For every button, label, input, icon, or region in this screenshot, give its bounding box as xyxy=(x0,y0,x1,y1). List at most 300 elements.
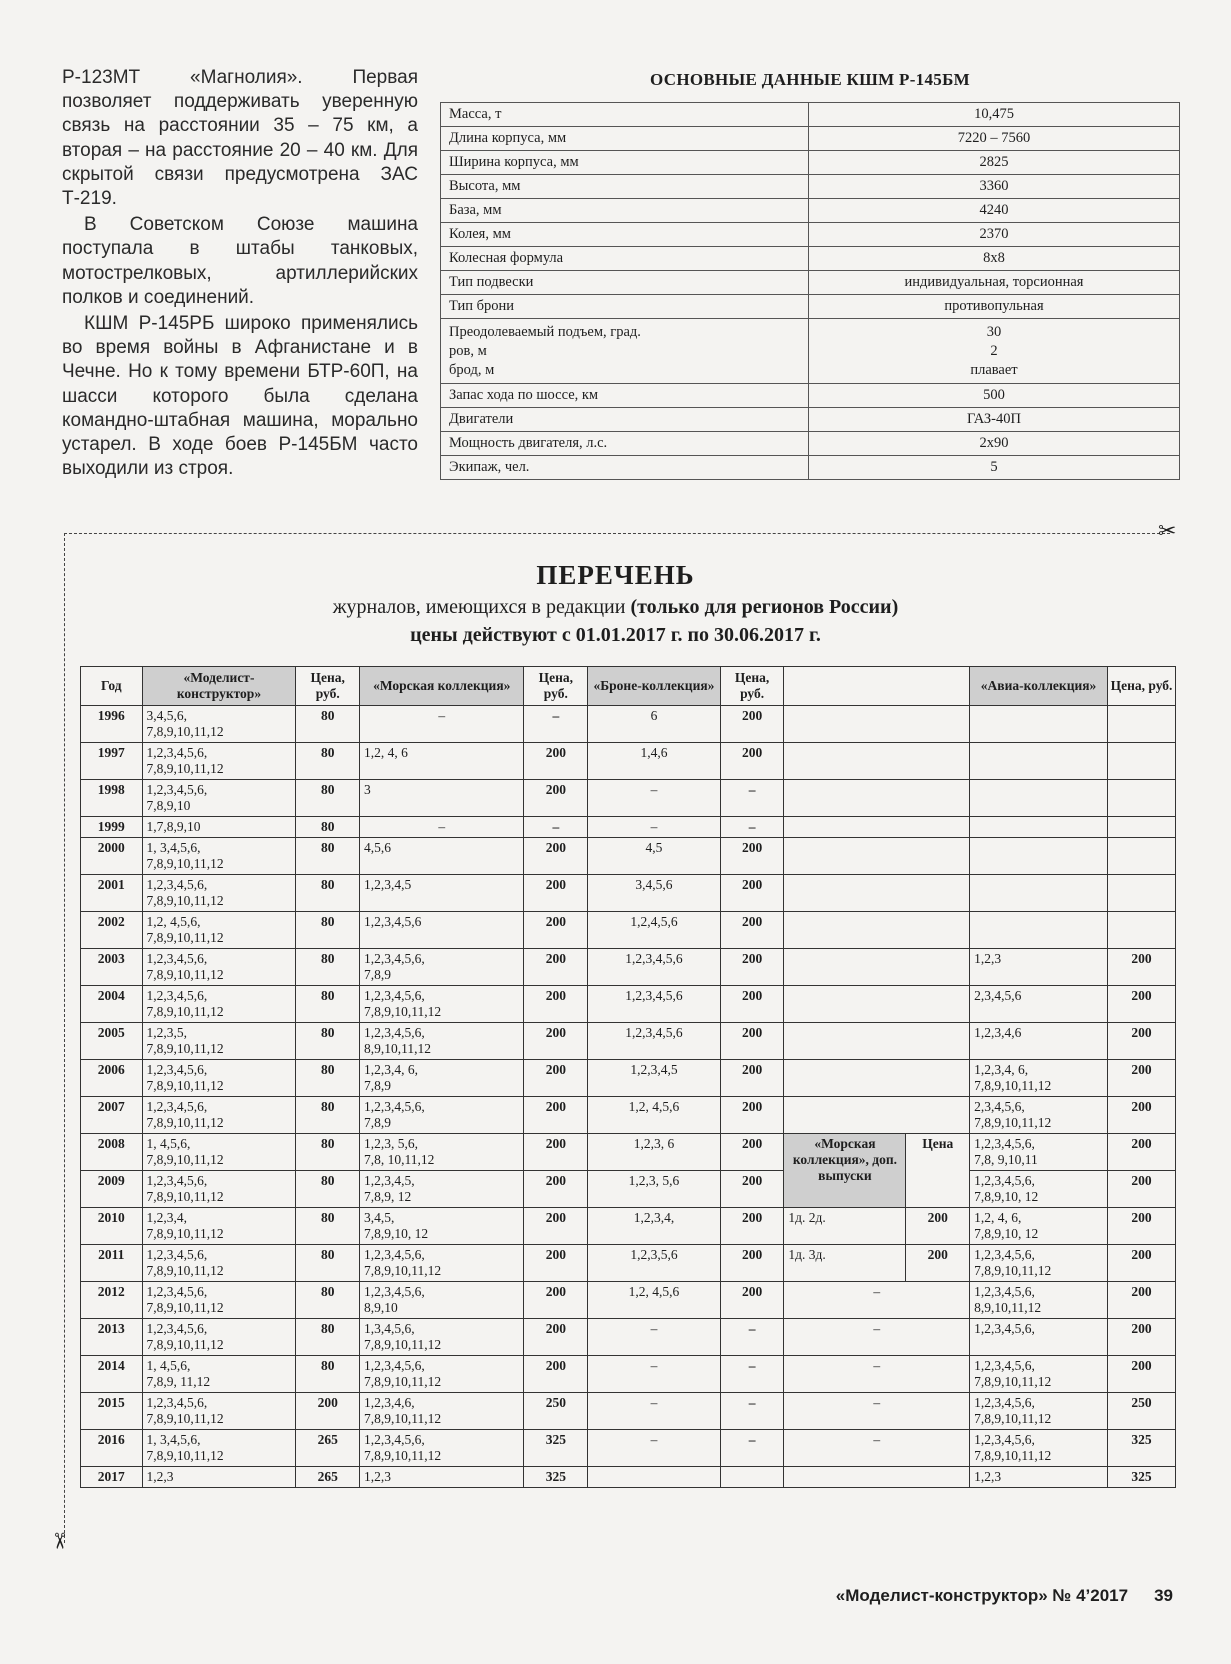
price-modelist: 80 xyxy=(296,817,360,838)
spec-value: 7220 – 7560 xyxy=(809,127,1180,151)
issues-avia: 1,2,3,4,5,6, 7,8, 9,10,11 xyxy=(970,1134,1108,1171)
addon-header: «Морская коллекция», доп. выпуски xyxy=(784,1134,906,1208)
addon-empty xyxy=(784,1097,970,1134)
table-row xyxy=(81,1467,1176,1488)
table-row xyxy=(81,1060,1176,1097)
issues-bron: 6 xyxy=(588,706,721,743)
price-bron: 200 xyxy=(720,743,784,780)
issues-bron: 1,2,3,4,5,6 xyxy=(588,949,721,986)
issues-bron: 1,2,3,4, xyxy=(588,1208,721,1245)
price-morskaya: 200 xyxy=(524,1208,588,1245)
price-avia: 200 xyxy=(1108,1319,1176,1356)
spec-value: индивидуальная, торсионная xyxy=(809,271,1180,295)
issues-morskaya: 1,2,3,4,5,6, 8,9,10,11,12 xyxy=(360,1023,524,1060)
price-bron: – xyxy=(720,1393,784,1430)
spec-row xyxy=(441,384,1180,408)
price-bron: 200 xyxy=(720,1171,784,1208)
spec-label: Высота, мм xyxy=(441,175,809,199)
price-modelist: 200 xyxy=(296,1393,360,1430)
issues-modelist: 1,2, 4,5,6, 7,8,9,10,11,12 xyxy=(142,912,296,949)
addon-price: 200 xyxy=(906,1208,970,1245)
year-cell: 2000 xyxy=(81,838,143,875)
spec-value: 30 2 плавает xyxy=(809,319,1180,384)
addon-empty: – xyxy=(784,1356,970,1393)
price-modelist: 80 xyxy=(296,912,360,949)
issues-bron: 1,2,3, 5,6 xyxy=(588,1171,721,1208)
spec-label: База, мм xyxy=(441,199,809,223)
issues-morskaya: 1,2,3,4,5,6, 7,8,9,10,11,12 xyxy=(360,1356,524,1393)
list-title: ПЕРЕЧЕНЬ xyxy=(536,560,695,590)
issues-modelist: 3,4,5,6, 7,8,9,10,11,12 xyxy=(142,706,296,743)
issues-bron: – xyxy=(588,780,721,817)
issues-morskaya: 1,2, 4, 6 xyxy=(360,743,524,780)
price-avia xyxy=(1108,912,1176,949)
year-cell: 2002 xyxy=(81,912,143,949)
spec-row xyxy=(441,223,1180,247)
price-modelist: 80 xyxy=(296,1356,360,1393)
price-avia xyxy=(1108,780,1176,817)
issues-bron: 1,2,3,4,5,6 xyxy=(588,986,721,1023)
issues-avia: 1,2,3,4,5,6, xyxy=(970,1319,1108,1356)
price-bron: – xyxy=(720,1430,784,1467)
issues-morskaya: 1,2,3,4,5,6, 7,8,9 xyxy=(360,1097,524,1134)
issues-bron: 1,2,3,4,5,6 xyxy=(588,1023,721,1060)
spec-value: 10,475 xyxy=(809,103,1180,127)
spec-label: Масса, т xyxy=(441,103,809,127)
issues-modelist: 1,2,3,4,5,6, 7,8,9,10,11,12 xyxy=(142,1393,296,1430)
issues-modelist: 1,2,3,4,5,6, 7,8,9,10,11,12 xyxy=(142,1097,296,1134)
issues-morskaya: 3 xyxy=(360,780,524,817)
price-bron: 200 xyxy=(720,1097,784,1134)
spec-label: Тип брони xyxy=(441,295,809,319)
spec-label: Экипаж, чел. xyxy=(441,456,809,480)
price-avia: 200 xyxy=(1108,1245,1176,1282)
issues-avia: 2,3,4,5,6, 7,8,9,10,11,12 xyxy=(970,1097,1108,1134)
issues-bron xyxy=(588,1467,721,1488)
price-bron: – xyxy=(720,817,784,838)
issues-morskaya: 1,2,3,4,5,6, 7,8,9 xyxy=(360,949,524,986)
year-cell: 2005 xyxy=(81,1023,143,1060)
spec-value: 8х8 xyxy=(809,247,1180,271)
issues-avia: 1,2, 4, 6, 7,8,9,10, 12 xyxy=(970,1208,1108,1245)
price-avia xyxy=(1108,875,1176,912)
issues-bron: 1,2,3, 6 xyxy=(588,1134,721,1171)
table-row xyxy=(81,1171,1176,1208)
addon-empty xyxy=(784,706,970,743)
year-cell: 2014 xyxy=(81,1356,143,1393)
table-row xyxy=(81,1393,1176,1430)
col-price-2: Цена, руб. xyxy=(524,667,588,706)
price-avia: 250 xyxy=(1108,1393,1176,1430)
price-modelist: 80 xyxy=(296,743,360,780)
issues-bron: – xyxy=(588,1393,721,1430)
price-bron: 200 xyxy=(720,912,784,949)
issues-morskaya: 1,2,3,4,5, 7,8,9, 12 xyxy=(360,1171,524,1208)
price-avia: 200 xyxy=(1108,1134,1176,1171)
price-bron: 200 xyxy=(720,706,784,743)
spec-label: Ширина корпуса, мм xyxy=(441,151,809,175)
price-avia xyxy=(1108,706,1176,743)
issues-modelist: 1, 4,5,6, 7,8,9,10,11,12 xyxy=(142,1134,296,1171)
price-bron: 200 xyxy=(720,838,784,875)
issues-bron: – xyxy=(588,817,721,838)
issues-bron: 4,5 xyxy=(588,838,721,875)
price-avia: 200 xyxy=(1108,1023,1176,1060)
issues-bron: 3,4,5,6 xyxy=(588,875,721,912)
issues-morskaya: – xyxy=(360,817,524,838)
issues-modelist: 1,2,3,4,5,6, 7,8,9,10,11,12 xyxy=(142,949,296,986)
addon-empty xyxy=(784,986,970,1023)
price-avia: 200 xyxy=(1108,1208,1176,1245)
addon-empty: – xyxy=(784,1430,970,1467)
price-bron: 200 xyxy=(720,986,784,1023)
table-row xyxy=(81,1208,1176,1245)
col-avia: «Авиа-коллекция» xyxy=(970,667,1108,706)
addon-empty xyxy=(784,875,970,912)
issues-morskaya: 1,2,3,4,6, 7,8,9,10,11,12 xyxy=(360,1393,524,1430)
spec-label: Колея, мм xyxy=(441,223,809,247)
issues-avia: 1,2,3 xyxy=(970,949,1108,986)
footer-magazine: «Моделист-конструктор» № 4’2017 xyxy=(835,1586,1129,1605)
issues-avia: 1,2,3,4,5,6, 7,8,9,10,11,12 xyxy=(970,1430,1108,1467)
price-bron: 200 xyxy=(720,875,784,912)
year-cell: 1999 xyxy=(81,817,143,838)
addon-empty xyxy=(784,743,970,780)
spec-table xyxy=(440,102,1180,480)
issues-modelist: 1, 3,4,5,6, 7,8,9,10,11,12 xyxy=(142,1430,296,1467)
spec-label: Преодолеваемый подъем, град. ров, м брод, м xyxy=(441,319,809,384)
col-addon-empty xyxy=(784,667,970,706)
issues-bron: 1,2,4,5,6 xyxy=(588,912,721,949)
issues-bron: – xyxy=(588,1356,721,1393)
table-row xyxy=(81,1282,1176,1319)
issues-morskaya: 1,2,3,4,5,6 xyxy=(360,912,524,949)
col-morskaya: «Морская коллекция» xyxy=(360,667,524,706)
year-cell: 2011 xyxy=(81,1245,143,1282)
issues-modelist: 1,2,3,5, 7,8,9,10,11,12 xyxy=(142,1023,296,1060)
price-morskaya: 200 xyxy=(524,1319,588,1356)
price-bron: 200 xyxy=(720,1208,784,1245)
issues-bron: – xyxy=(588,1319,721,1356)
issues-modelist: 1,2,3,4,5,6, 7,8,9,10,11,12 xyxy=(142,1282,296,1319)
issues-modelist: 1,2,3,4,5,6, 7,8,9,10,11,12 xyxy=(142,1319,296,1356)
issues-avia xyxy=(970,817,1108,838)
spec-row xyxy=(441,247,1180,271)
issues-morskaya: 1,2,3,4,5 xyxy=(360,875,524,912)
price-bron: 200 xyxy=(720,1023,784,1060)
table-row xyxy=(81,743,1176,780)
spec-label: Колесная формула xyxy=(441,247,809,271)
price-modelist: 80 xyxy=(296,1282,360,1319)
table-row xyxy=(81,1245,1176,1282)
list-price-validity: цены действуют с 01.01.2017 г. по 30.06.2017 г. xyxy=(410,624,821,646)
issues-avia xyxy=(970,838,1108,875)
price-morskaya: 200 xyxy=(524,1060,588,1097)
spec-row xyxy=(441,432,1180,456)
table-row xyxy=(81,838,1176,875)
addon-empty xyxy=(784,780,970,817)
addon-empty xyxy=(784,1060,970,1097)
cut-line-vertical xyxy=(64,533,65,1543)
issues-table xyxy=(80,666,1176,1488)
price-modelist: 80 xyxy=(296,780,360,817)
addon-empty xyxy=(784,912,970,949)
price-morskaya: 325 xyxy=(524,1467,588,1488)
issues-bron: 1,4,6 xyxy=(588,743,721,780)
price-morskaya: – xyxy=(524,706,588,743)
price-modelist: 80 xyxy=(296,1171,360,1208)
issues-bron: 1,2,3,4,5 xyxy=(588,1060,721,1097)
price-modelist: 80 xyxy=(296,875,360,912)
addon-price: 200 xyxy=(906,1245,970,1282)
price-avia xyxy=(1108,817,1176,838)
price-avia: 200 xyxy=(1108,1171,1176,1208)
addon-empty: – xyxy=(784,1282,970,1319)
table-row xyxy=(81,817,1176,838)
spec-row xyxy=(441,175,1180,199)
issues-avia: 1,2,3,4, 6, 7,8,9,10,11,12 xyxy=(970,1060,1108,1097)
issues-modelist: 1,2,3,4, 7,8,9,10,11,12 xyxy=(142,1208,296,1245)
issues-modelist: 1,2,3,4,5,6, 7,8,9,10 xyxy=(142,780,296,817)
addon-issues: 1д. 3д. xyxy=(784,1245,906,1282)
issues-modelist: 1,2,3,4,5,6, 7,8,9,10,11,12 xyxy=(142,743,296,780)
issues-avia: 1,2,3,4,6 xyxy=(970,1023,1108,1060)
table-header-row xyxy=(81,667,1176,706)
table-row xyxy=(81,1430,1176,1467)
price-modelist: 80 xyxy=(296,1023,360,1060)
addon-price-header: Цена xyxy=(906,1134,970,1208)
spec-row xyxy=(441,295,1180,319)
year-cell: 2016 xyxy=(81,1430,143,1467)
table-row xyxy=(81,780,1176,817)
addon-empty xyxy=(784,838,970,875)
price-modelist: 80 xyxy=(296,1319,360,1356)
price-bron: 200 xyxy=(720,1245,784,1282)
year-cell: 1997 xyxy=(81,743,143,780)
table-row xyxy=(81,1023,1176,1060)
issues-avia xyxy=(970,912,1108,949)
price-modelist: 80 xyxy=(296,1208,360,1245)
year-cell: 1996 xyxy=(81,706,143,743)
spec-value: ГАЗ-40П xyxy=(809,408,1180,432)
price-modelist: 80 xyxy=(296,1097,360,1134)
cut-line-horizontal xyxy=(64,533,1170,534)
price-morskaya: 200 xyxy=(524,1134,588,1171)
issues-morskaya: 1,2,3,4,5,6, 7,8,9,10,11,12 xyxy=(360,1430,524,1467)
spec-value: 2х90 xyxy=(809,432,1180,456)
issues-morskaya: 3,4,5, 7,8,9,10, 12 xyxy=(360,1208,524,1245)
price-bron: – xyxy=(720,1356,784,1393)
price-avia: 200 xyxy=(1108,1282,1176,1319)
spec-row xyxy=(441,199,1180,223)
spec-row xyxy=(441,103,1180,127)
spec-label: Запас хода по шоссе, км xyxy=(441,384,809,408)
spec-value: 2825 xyxy=(809,151,1180,175)
price-bron: – xyxy=(720,780,784,817)
issues-avia: 1,2,3,4,5,6, 8,9,10,11,12 xyxy=(970,1282,1108,1319)
year-cell: 2008 xyxy=(81,1134,143,1171)
table-row xyxy=(81,1356,1176,1393)
price-morskaya: 200 xyxy=(524,1171,588,1208)
issues-morskaya: 1,2,3,4,5,6, 8,9,10 xyxy=(360,1282,524,1319)
price-morskaya: – xyxy=(524,817,588,838)
table-row xyxy=(81,706,1176,743)
price-bron: 200 xyxy=(720,1134,784,1171)
year-cell: 2003 xyxy=(81,949,143,986)
col-bron: «Броне-коллекция» xyxy=(588,667,721,706)
issues-morskaya: 1,2,3,4, 6, 7,8,9 xyxy=(360,1060,524,1097)
spec-value: противопульная xyxy=(809,295,1180,319)
price-modelist: 80 xyxy=(296,1245,360,1282)
year-cell: 2009 xyxy=(81,1171,143,1208)
col-year: Год xyxy=(81,667,143,706)
price-morskaya: 200 xyxy=(524,743,588,780)
price-morskaya: 200 xyxy=(524,1282,588,1319)
price-morskaya: 200 xyxy=(524,875,588,912)
price-avia: 200 xyxy=(1108,1060,1176,1097)
price-modelist: 80 xyxy=(296,986,360,1023)
issues-avia: 1,2,3,4,5,6, 7,8,9,10, 12 xyxy=(970,1171,1108,1208)
price-avia: 200 xyxy=(1108,986,1176,1023)
year-cell: 2007 xyxy=(81,1097,143,1134)
issues-avia: 1,2,3 xyxy=(970,1467,1108,1488)
addon-empty xyxy=(784,1467,970,1488)
price-avia xyxy=(1108,743,1176,780)
issues-modelist: 1, 3,4,5,6, 7,8,9,10,11,12 xyxy=(142,838,296,875)
price-morskaya: 200 xyxy=(524,912,588,949)
spec-row xyxy=(441,127,1180,151)
list-subtitle xyxy=(0,596,1231,619)
price-morskaya: 200 xyxy=(524,1023,588,1060)
article-paragraph: В Советском Союзе машина поступала в штабы танковых, мотострелковых, артиллерийских полков и соединений. xyxy=(62,214,418,308)
issues-modelist: 1,2,3,4,5,6, 7,8,9,10,11,12 xyxy=(142,1060,296,1097)
year-cell: 2015 xyxy=(81,1393,143,1430)
issues-morskaya: – xyxy=(360,706,524,743)
table-row xyxy=(81,912,1176,949)
price-bron xyxy=(720,1467,784,1488)
year-cell: 2001 xyxy=(81,875,143,912)
spec-table-title: ОСНОВНЫЕ ДАННЫЕ КШМ Р-145БМ xyxy=(650,70,970,89)
issues-morskaya: 1,2,3,4,5,6, 7,8,9,10,11,12 xyxy=(360,1245,524,1282)
addon-empty: – xyxy=(784,1319,970,1356)
year-cell: 2017 xyxy=(81,1467,143,1488)
col-price-4: Цена, руб. xyxy=(1108,667,1176,706)
col-price-1: Цена, руб. xyxy=(296,667,360,706)
issues-morskaya: 4,5,6 xyxy=(360,838,524,875)
issues-modelist: 1,2,3,4,5,6, 7,8,9,10,11,12 xyxy=(142,986,296,1023)
issues-modelist: 1,2,3,4,5,6, 7,8,9,10,11,12 xyxy=(142,1171,296,1208)
price-morskaya: 200 xyxy=(524,1356,588,1393)
addon-empty xyxy=(784,949,970,986)
page-footer xyxy=(836,1586,1173,1606)
price-modelist: 265 xyxy=(296,1430,360,1467)
issues-morskaya: 1,2,3, 5,6, 7,8, 10,11,12 xyxy=(360,1134,524,1171)
price-modelist: 265 xyxy=(296,1467,360,1488)
spec-value: 500 xyxy=(809,384,1180,408)
price-morskaya: 200 xyxy=(524,838,588,875)
addon-empty: – xyxy=(784,1393,970,1430)
addon-issues: 1д. 2д. xyxy=(784,1208,906,1245)
price-morskaya: 325 xyxy=(524,1430,588,1467)
issues-bron: 1,2, 4,5,6 xyxy=(588,1282,721,1319)
article-paragraph: Р-123МТ «Магнолия». Первая позволяет поддерживать уверенную связь на расстоянии 35 – 75 км, а вторая – на расстояние 20 – 40 км. Для скрытой связи предусмотрена ЗАС Т-219. xyxy=(62,67,418,210)
issues-morskaya: 1,2,3 xyxy=(360,1467,524,1488)
list-subtitle-bold: (только для регионов России) xyxy=(630,596,899,618)
spec-label: Двигатели xyxy=(441,408,809,432)
issues-morskaya: 1,2,3,4,5,6, 7,8,9,10,11,12 xyxy=(360,986,524,1023)
year-cell: 1998 xyxy=(81,780,143,817)
issues-avia xyxy=(970,743,1108,780)
price-morskaya: 200 xyxy=(524,949,588,986)
price-morskaya: 200 xyxy=(524,986,588,1023)
addon-empty xyxy=(784,1023,970,1060)
spec-row xyxy=(441,456,1180,480)
spec-value: 2370 xyxy=(809,223,1180,247)
price-bron: 200 xyxy=(720,1060,784,1097)
price-avia xyxy=(1108,838,1176,875)
col-price-3: Цена, руб. xyxy=(720,667,784,706)
spec-value: 3360 xyxy=(809,175,1180,199)
spec-row xyxy=(441,151,1180,175)
spec-row xyxy=(441,408,1180,432)
list-subtitle-prefix: журналов, имеющихся в редакции xyxy=(332,596,631,618)
issues-avia: 1,2,3,4,5,6, 7,8,9,10,11,12 xyxy=(970,1356,1108,1393)
year-cell: 2012 xyxy=(81,1282,143,1319)
issues-avia xyxy=(970,875,1108,912)
price-modelist: 80 xyxy=(296,1134,360,1171)
price-morskaya: 200 xyxy=(524,780,588,817)
price-avia: 325 xyxy=(1108,1467,1176,1488)
table-row xyxy=(81,1134,1176,1171)
issues-avia xyxy=(970,706,1108,743)
spec-value: 4240 xyxy=(809,199,1180,223)
price-bron: 200 xyxy=(720,949,784,986)
table-row xyxy=(81,949,1176,986)
price-modelist: 80 xyxy=(296,838,360,875)
article-text-column xyxy=(62,66,418,483)
year-cell: 2004 xyxy=(81,986,143,1023)
issues-bron: 1,2,3,5,6 xyxy=(588,1245,721,1282)
price-modelist: 80 xyxy=(296,949,360,986)
price-morskaya: 200 xyxy=(524,1097,588,1134)
issues-modelist: 1,7,8,9,10 xyxy=(142,817,296,838)
price-morskaya: 200 xyxy=(524,1245,588,1282)
scissors-icon: ✂ xyxy=(1158,518,1177,543)
price-morskaya: 250 xyxy=(524,1393,588,1430)
price-bron: – xyxy=(720,1319,784,1356)
issues-avia: 1,2,3,4,5,6, 7,8,9,10,11,12 xyxy=(970,1393,1108,1430)
article-paragraph: КШМ Р-145РБ широко применялись во время войны в Афганистане и в Чечне. Но к тому времени БТР-60П, на шасси которого была сделана командно-штабная машина, морально устарел. В ходе боев Р-145БМ часто выходили из строя. xyxy=(62,313,418,480)
issues-modelist: 1,2,3,4,5,6, 7,8,9,10,11,12 xyxy=(142,1245,296,1282)
year-cell: 2010 xyxy=(81,1208,143,1245)
issues-modelist: 1, 4,5,6, 7,8,9, 11,12 xyxy=(142,1356,296,1393)
spec-row xyxy=(441,271,1180,295)
price-modelist: 80 xyxy=(296,706,360,743)
year-cell: 2006 xyxy=(81,1060,143,1097)
spec-label: Тип подвески xyxy=(441,271,809,295)
page-number: 39 xyxy=(1154,1586,1173,1605)
spec-label: Мощность двигателя, л.с. xyxy=(441,432,809,456)
issues-avia: 2,3,4,5,6 xyxy=(970,986,1108,1023)
price-bron: 200 xyxy=(720,1282,784,1319)
table-row xyxy=(81,1319,1176,1356)
year-cell: 2013 xyxy=(81,1319,143,1356)
price-avia: 200 xyxy=(1108,1356,1176,1393)
issues-morskaya: 1,3,4,5,6, 7,8,9,10,11,12 xyxy=(360,1319,524,1356)
price-avia: 200 xyxy=(1108,1097,1176,1134)
issues-bron: – xyxy=(588,1430,721,1467)
spec-row xyxy=(441,319,1180,384)
